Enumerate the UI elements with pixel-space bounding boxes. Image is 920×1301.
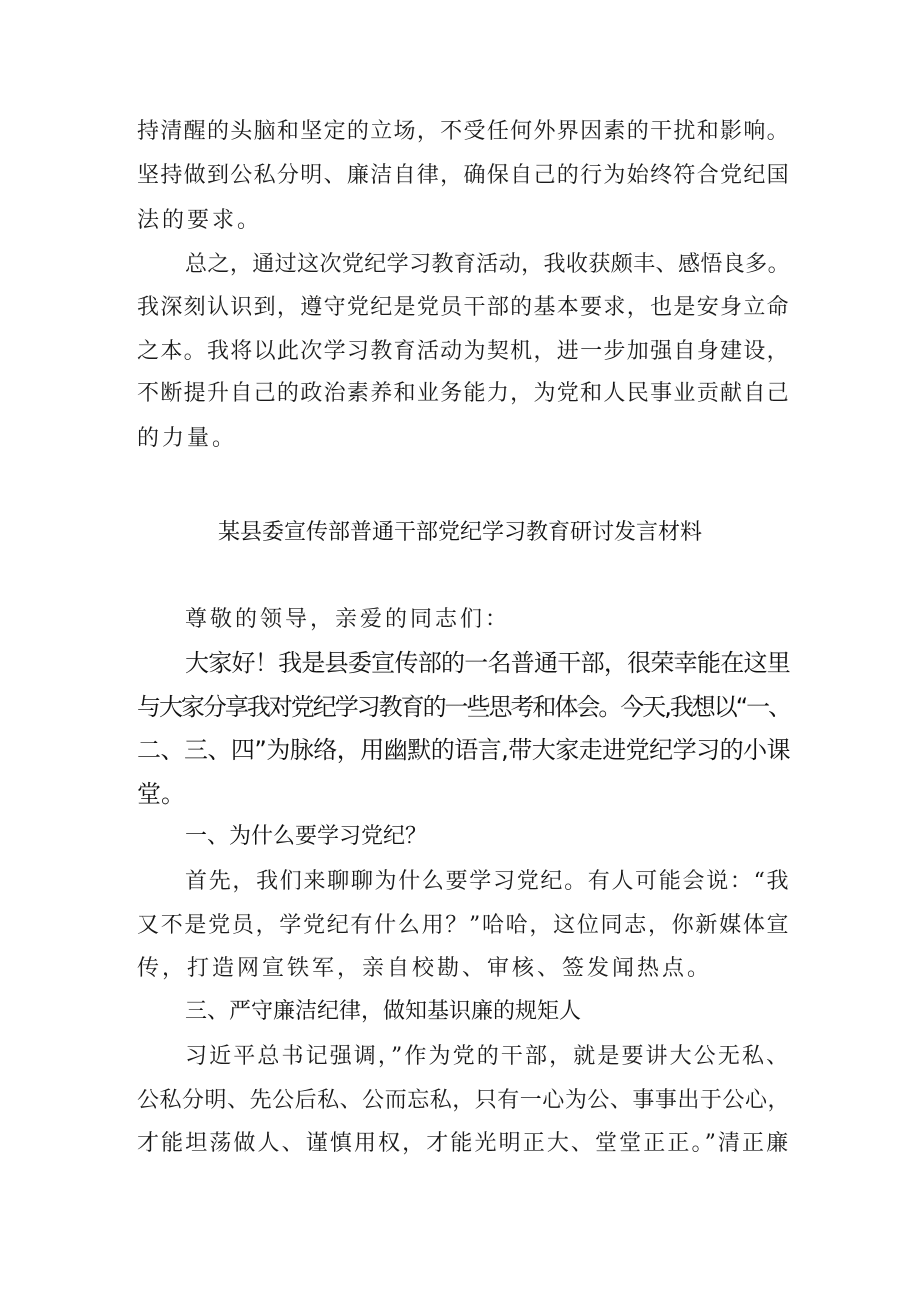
salutation: 尊敬的领导，亲爱的同志们： xyxy=(185,607,511,632)
body-text-line: 才能坦荡做人、谨慎用权，才能光明正大、堂堂正正。”清正廉 xyxy=(137,1131,791,1156)
intro-text-line: 堂。 xyxy=(137,780,185,808)
body-text-line: 之本。我将以此次学习教育活动为契机，进一步加强自身建设， xyxy=(137,339,791,364)
body-text-line: 法的要求。 xyxy=(137,208,263,233)
body-text-line: 公私分明、先公后私、公而忘私，只有一心为公、事事出于公心， xyxy=(137,1088,791,1113)
body-text-line: 不断提升自己的政治素养和业务能力，为党和人民事业贡献自己 xyxy=(137,381,791,406)
intro-text-line: 二、三、四”为脉络，用幽默的语言,带大家走进党纪学习的小课 xyxy=(137,736,791,764)
intro-text-line: 大家好！我是县委宣传部的一名普通干部，很荣幸能在这里 xyxy=(185,649,790,677)
intro-text-line: 与大家分享我对党纪学习教育的一些思考和体会。今天,我想以“一、 xyxy=(137,693,791,721)
body-text-line: 坚持做到公私分明、廉洁自律，确保自己的行为始终符合党纪国 xyxy=(137,163,791,188)
document-title: 某县委宣传部普通干部党纪学习教育研讨发言材料 xyxy=(217,520,702,545)
body-text-line: 的力量。 xyxy=(137,426,238,451)
section-heading: 一、为什么要学习党纪？ xyxy=(185,824,428,849)
body-text-line: 总之，通过这次党纪学习教育活动，我收获颇丰、感悟良多。 xyxy=(185,252,791,277)
body-text-line: 首先，我们来聊聊为什么要学习党纪。有人可能会说：“我 xyxy=(185,869,791,894)
body-text-line: 习近平总书记强调，”作为党的干部，就是要讲大公无私、 xyxy=(185,1044,791,1069)
body-text-line: 我深刻认识到，遵守党纪是党员干部的基本要求，也是安身立命 xyxy=(137,295,791,320)
body-text-line: 传，打造网宣铁军，亲自校勘、审核、签发闻热点。 xyxy=(137,956,713,981)
section-heading: 三、严守廉洁纪律，做知基识廉的规矩人 xyxy=(185,999,582,1024)
body-text-line: 持清醒的头脑和坚定的立场，不受任何外界因素的干扰和影响。 xyxy=(137,119,791,144)
body-text-line: 又不是党员，学党纪有什么用？”哈哈，这位同志，你新媒体宣 xyxy=(137,913,791,938)
